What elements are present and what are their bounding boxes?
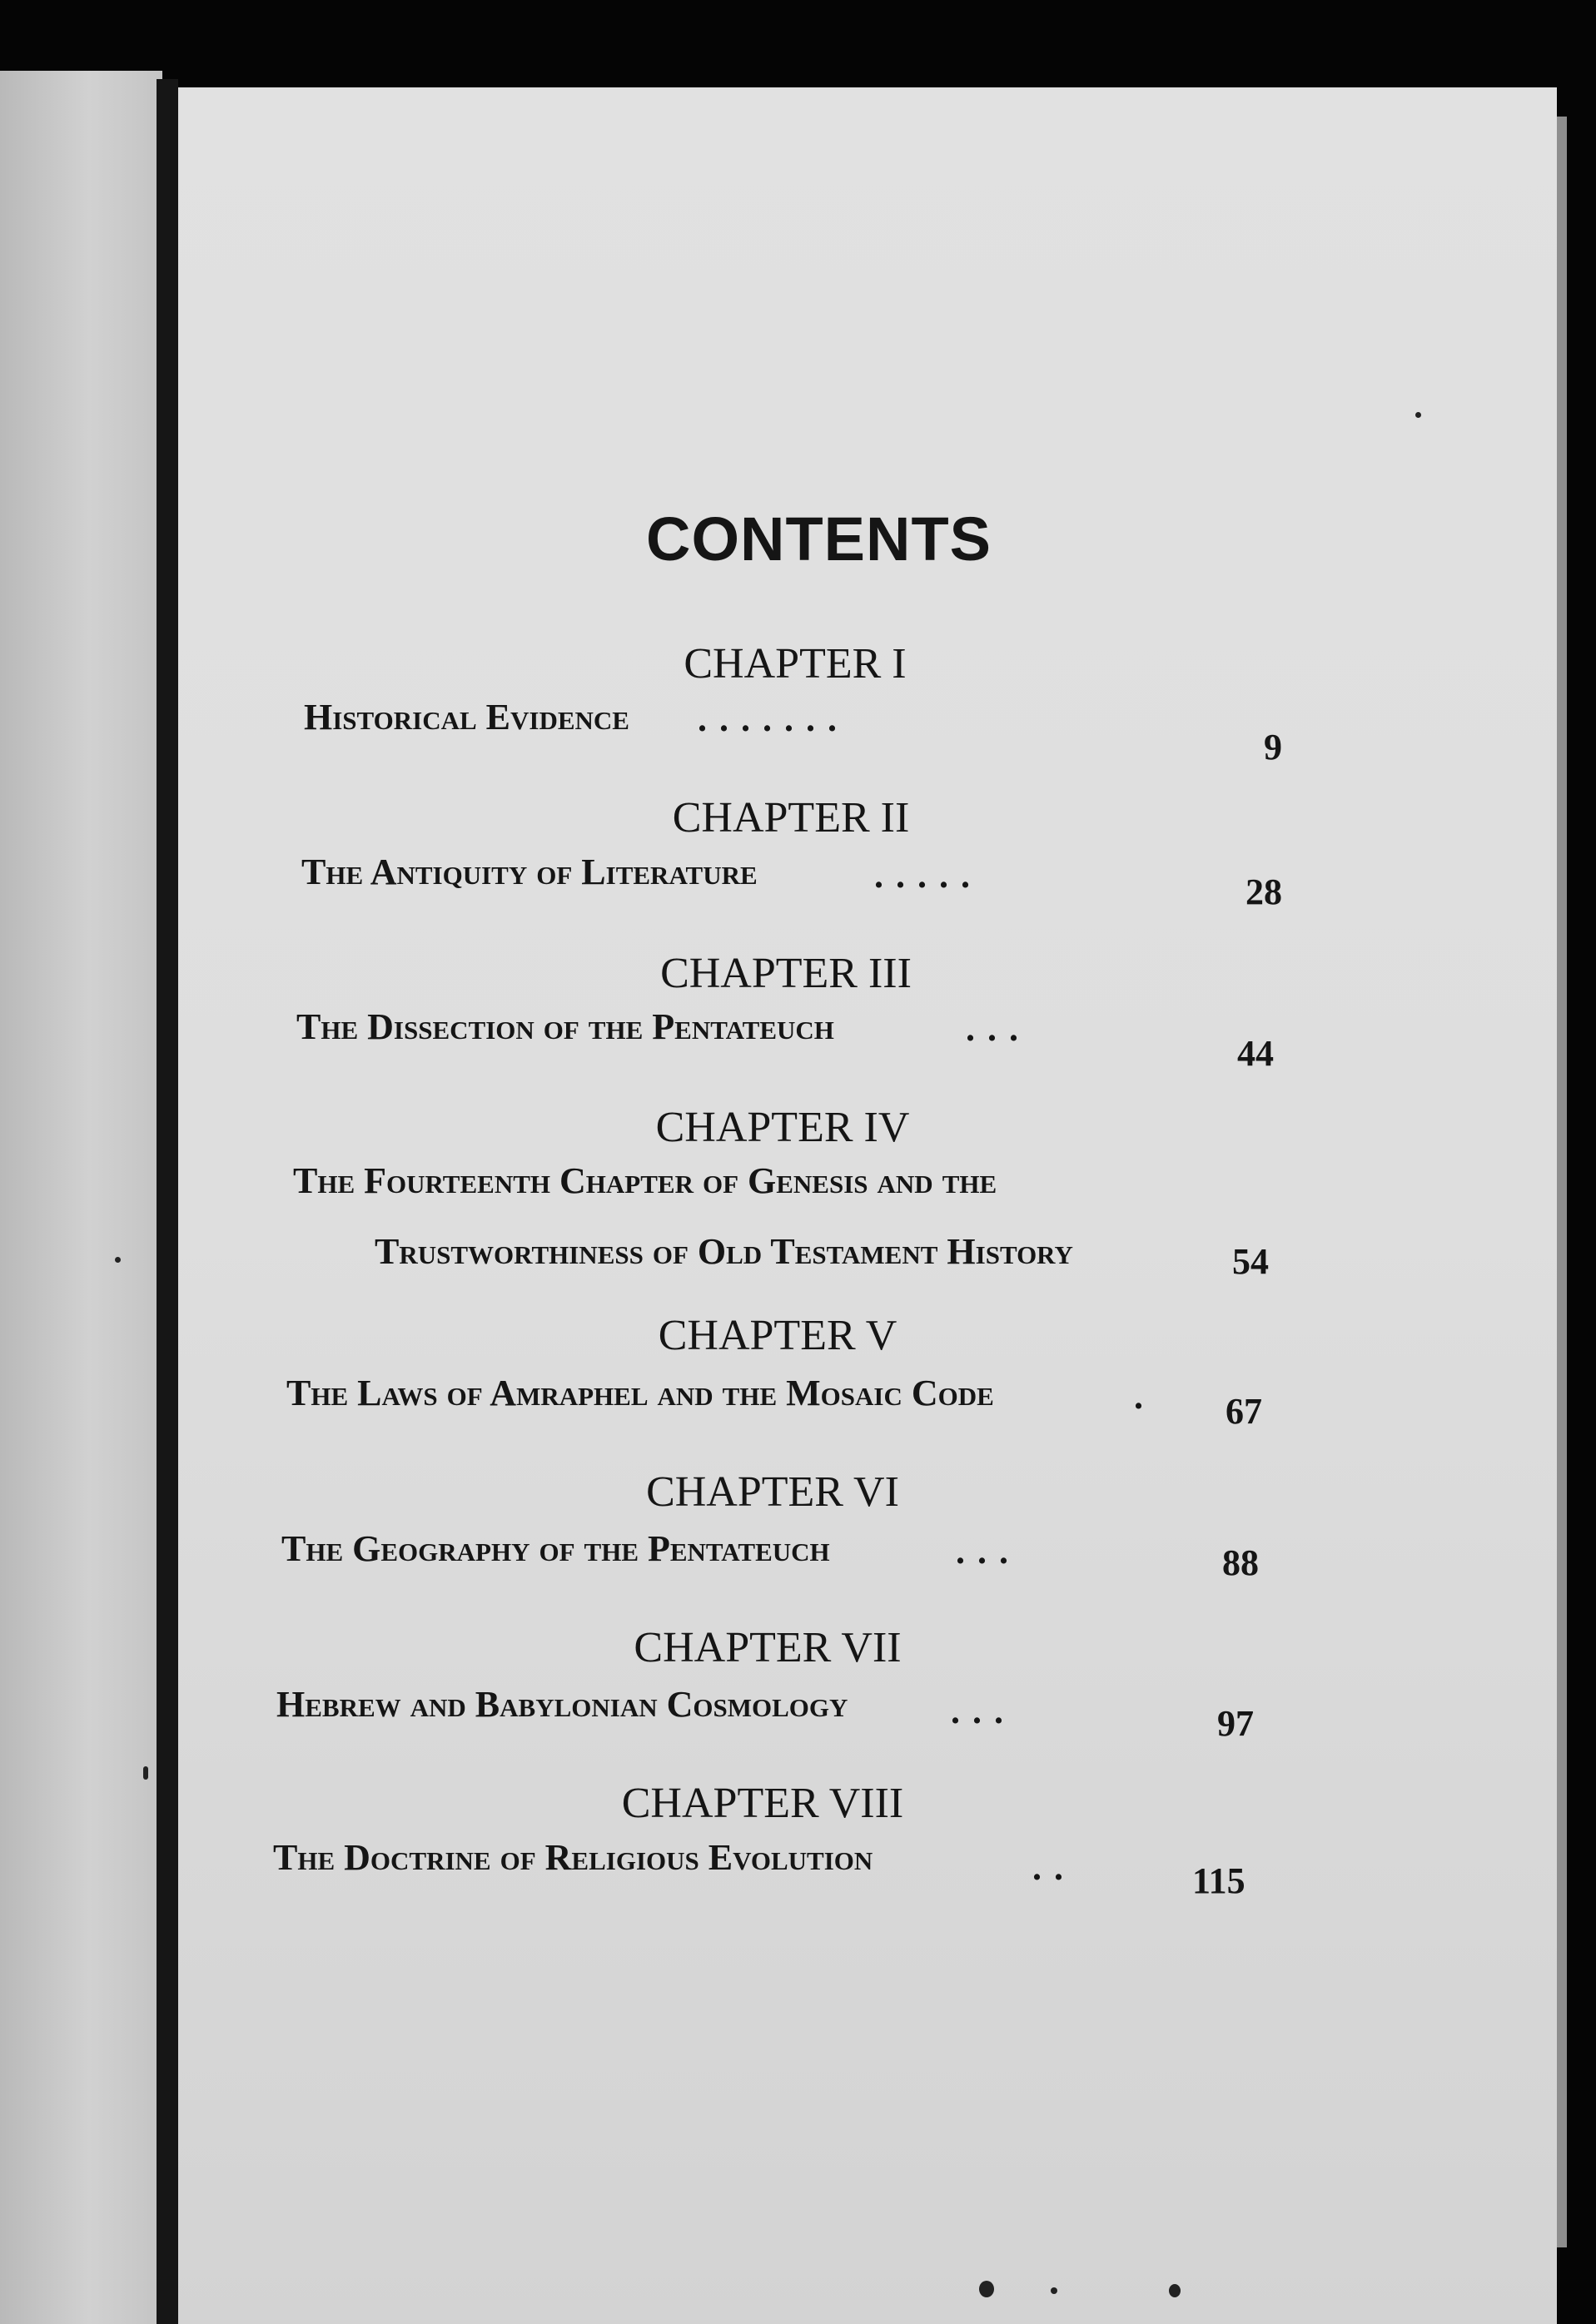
chapter-heading-8: CHAPTER VIII — [621, 1780, 904, 1827]
entry-page-4: 54 — [1232, 1241, 1269, 1282]
chapter-heading-2: CHAPTER II — [672, 794, 910, 842]
contents-title: CONTENTS — [646, 504, 992, 574]
entry-title-4-continued: Trustworthiness of Old Testament History — [375, 1231, 1073, 1272]
page-right-edge — [1557, 117, 1567, 2247]
entry-leader-2: . . . . . — [874, 855, 972, 896]
entry-page-6: 88 — [1222, 1542, 1259, 1583]
chapter-heading-4: CHAPTER IV — [655, 1104, 910, 1151]
binding-gutter — [157, 79, 178, 2324]
entry-title-2: The Antiquity of Literature — [301, 852, 758, 892]
scan-speck — [1415, 412, 1421, 418]
entry-title-8: The Doctrine of Religious Evolution — [273, 1837, 873, 1878]
entry-page-5: 67 — [1226, 1391, 1262, 1432]
left-page-margin — [0, 71, 162, 2324]
entry-page-3: 44 — [1237, 1033, 1274, 1074]
page-surface — [178, 87, 1557, 2324]
entry-title-5: The Laws of Amraphel and the Mosaic Code — [286, 1373, 994, 1413]
entry-title-1: Historical Evidence — [304, 697, 629, 737]
entry-leader-3: . . . — [966, 1008, 1020, 1049]
scan-speck — [1051, 2287, 1057, 2294]
entry-title-6: The Geography of the Pentateuch — [281, 1528, 830, 1569]
entry-title-4: The Fourteenth Chapter of Genesis and the — [293, 1160, 997, 1201]
entry-title-3: The Dissection of the Pentateuch — [296, 1006, 834, 1047]
entry-page-7: 97 — [1217, 1703, 1254, 1744]
entry-leader-5: . — [1134, 1376, 1145, 1417]
entry-leader-7: . . . — [951, 1691, 1005, 1731]
entry-leader-8: . . — [1032, 1847, 1065, 1888]
entry-title-7: Hebrew and Babylonian Cosmology — [276, 1684, 848, 1725]
chapter-heading-6: CHAPTER VI — [646, 1468, 899, 1516]
entry-page-8: 115 — [1192, 1860, 1245, 1901]
chapter-heading-7: CHAPTER VII — [634, 1624, 902, 1671]
chapter-heading-5: CHAPTER V — [658, 1312, 897, 1359]
entry-leader-6: . . . — [956, 1531, 1010, 1572]
scan-speck — [979, 2281, 994, 2297]
scan-speck — [115, 1257, 121, 1263]
entry-page-2: 28 — [1245, 872, 1282, 912]
scan-speck — [1169, 2284, 1181, 2297]
entry-page-1: 9 — [1264, 727, 1282, 767]
entry-leader-1: . . . . . . . — [698, 698, 838, 739]
scan-speck — [143, 1766, 148, 1780]
chapter-heading-1: CHAPTER I — [684, 640, 907, 688]
chapter-heading-3: CHAPTER III — [660, 950, 912, 997]
